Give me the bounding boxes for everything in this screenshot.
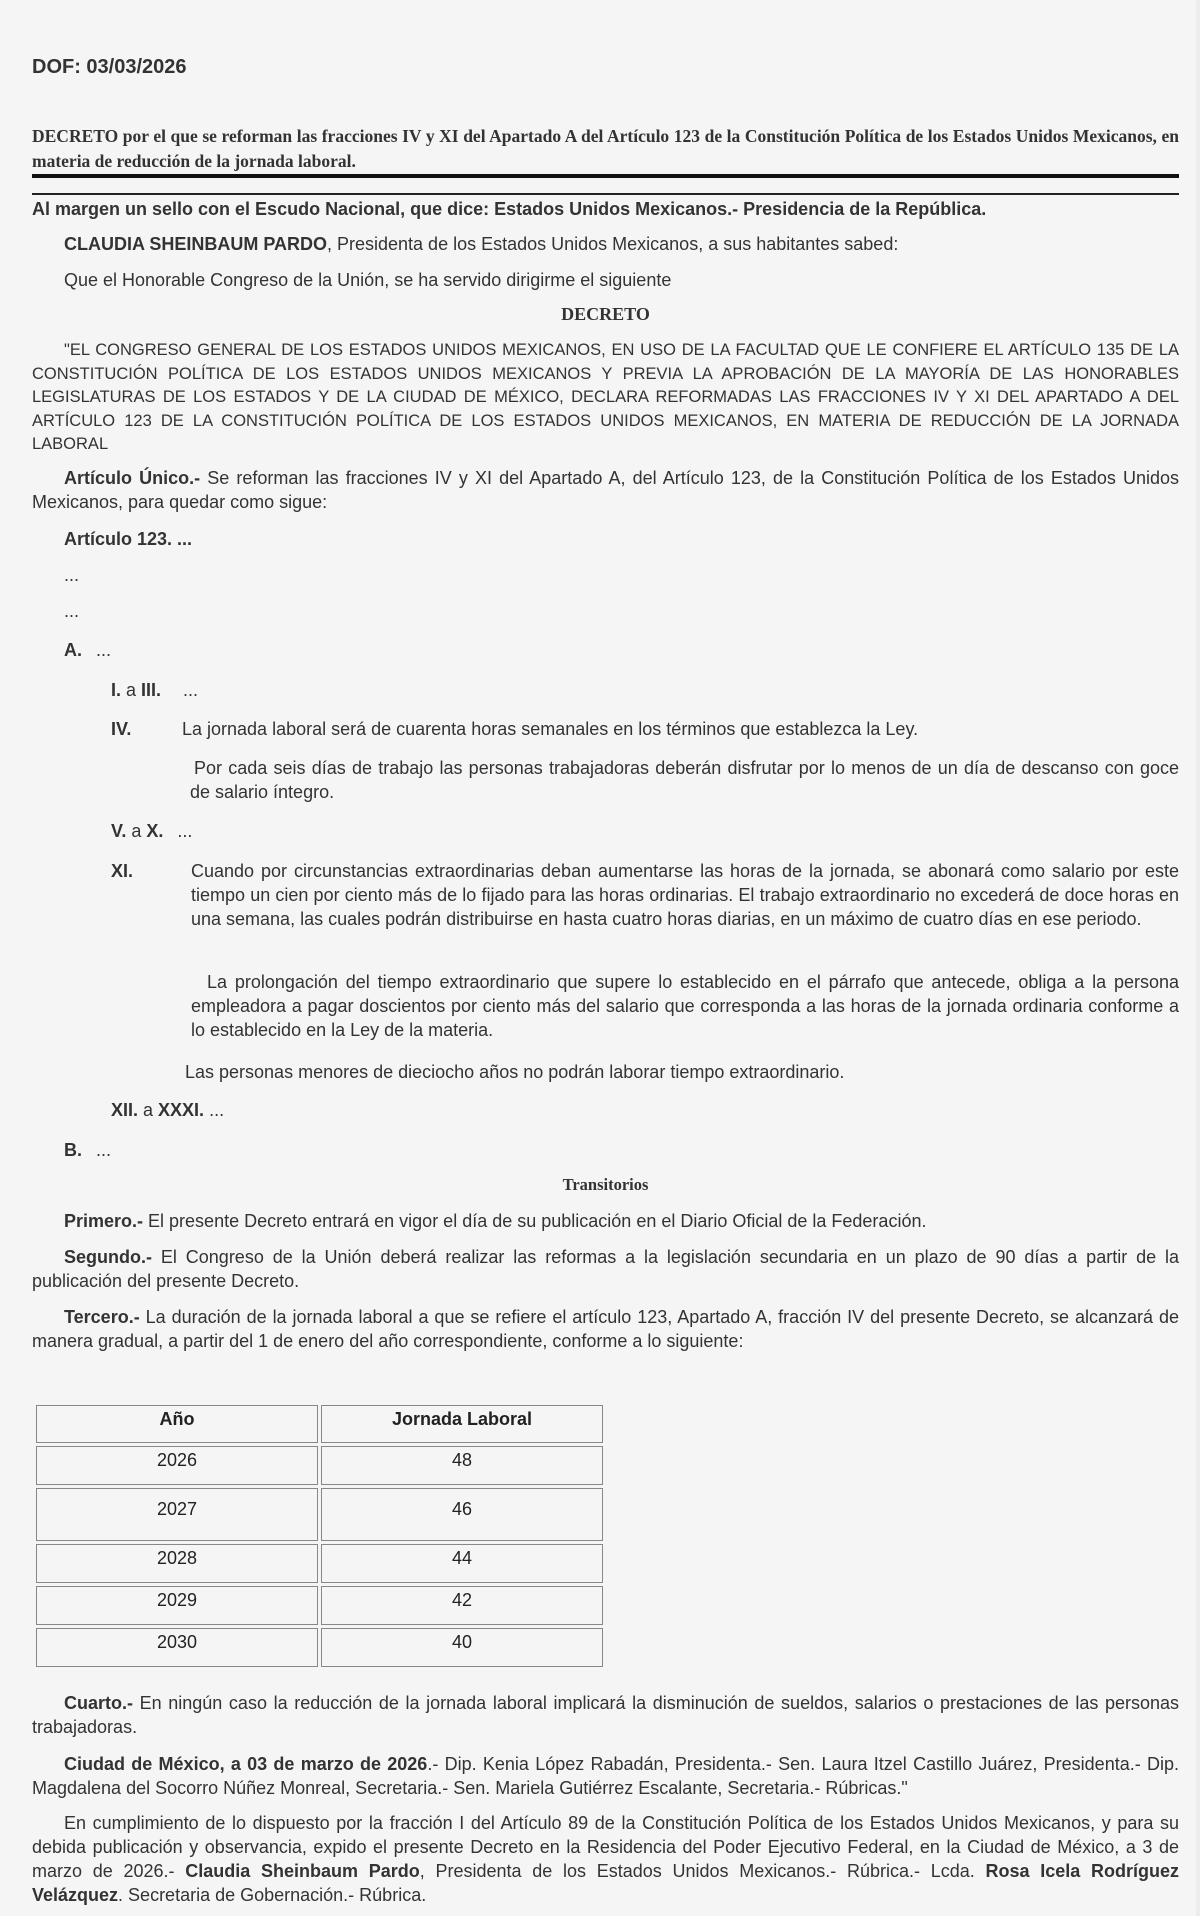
segundo-text: El Congreso de la Unión deberá realizar las reformas a la legislación secundaria en un plazo de 90 días a partir de la publicación del presente Decreto. <box>32 1247 1179 1291</box>
place-date-label: Ciudad de México, a 03 de marzo de 2026 <box>64 1754 428 1774</box>
president-text: , Presidenta de los Estados Unidos Mexicanos, a sus habitantes sabed: <box>327 234 899 254</box>
cell-hours: 46 <box>321 1488 603 1541</box>
apartado-a <box>64 638 111 662</box>
apartado-a-label: A. <box>64 640 82 660</box>
fraccion-xi-label: XI. <box>111 861 134 881</box>
table-row <box>36 1488 603 1541</box>
cell-hours: 44 <box>321 1544 603 1583</box>
cell-year: 2026 <box>36 1446 318 1485</box>
fraccion-iv-paragraph-2: Por cada seis días de trabajo las personas trabajadoras deberán disfrutar por lo menos de un día de descanso con goce de salario íntegro. <box>190 758 1179 802</box>
column-header-year: Año <box>36 1405 318 1443</box>
fraccion-x-label: X. <box>146 821 164 841</box>
table-row <box>36 1446 603 1485</box>
fraccion-xii-xxxi <box>111 1098 224 1122</box>
ellipsis-2: ... <box>64 601 80 621</box>
transitorio-primero <box>32 1209 1179 1233</box>
signatories-text: .- Dip. Kenia López Rabadán, Presidenta.- Sen. Laura Itzel Castillo Juárez, Presidenta.- Dip. Magdalena del Socorro Núñez Monreal, Secretaria.- Sen. Mariela Gutiérrez Escalante, Secretaria.- Rúbricas." <box>32 1754 1179 1798</box>
apartado-b-text: ... <box>96 1140 112 1160</box>
fraccion-xi-text: Cuando por circunstancias extraordinarias deban aumentarse las horas de la jornada, se abonará como salario por este tiempo un cien por ciento más de lo fijado para las horas ordinarias. El trabajo extraordinario no excederá de doce horas en una semana, las cuales podrán distribuirse en hasta cuatro horas diarias, en un máximo de cuatro días en ese periodo. <box>191 861 1179 929</box>
promulgation-text: En cumplimiento de lo dispuesto por la fracción I del Artículo 89 de la Constitución Política de los Estados Unidos Mexicanos, y para su debida publicación y observancia, expido el presente Decreto en la Residencia del Poder Ejecutivo Federal, en la Ciudad de México, a 3 de marzo de 2026.- <box>32 1813 1179 1881</box>
decreto-heading: DECRETO <box>561 304 650 324</box>
fraccion-xii-xxxi-text: ... <box>204 1100 225 1120</box>
table-header-row <box>36 1405 603 1443</box>
congress-line: Que el Honorable Congreso de la Unión, se ha servido dirigirme el siguiente <box>64 270 672 290</box>
secretary-signature-name: Rosa Icela Rodríguez Velázquez <box>32 1861 1180 1905</box>
tercero-label: Tercero.- <box>64 1307 140 1327</box>
decree-title: DECRETO por el que se reforman las fracciones IV y XI del Apartado A del Artículo 123 de la Constitución Política de los Estados Unidos Mexicanos, en materia de reducción de la jornada laboral. <box>32 126 1179 171</box>
table-row <box>36 1586 603 1625</box>
cell-hours: 42 <box>321 1586 603 1625</box>
fraccion-iii-label: III. <box>141 680 162 700</box>
congress-declaration: "EL CONGRESO GENERAL DE LOS ESTADOS UNIDOS MEXICANOS, EN USO DE LA FACULTAD QUE LE CONFIERE EL ARTÍCULO 135 DE LA CONSTITUCIÓN POLÍTICA DE LOS ESTADOS UNIDOS MEXICANOS Y PREVIA LA APROBACIÓN DE LA MAYORÍA DE LAS HONORABLES LEGISLATURAS DE LOS ESTADOS Y DE LA CIUDAD DE MÉXICO, DECLARA REFORMADAS LAS FRACCIONES IV Y XI DEL APARTADO A DEL ARTÍCULO 123 DE LA CONSTITUCIÓN POLÍTICA DE LOS ESTADOS UNIDOS MEXICANOS, EN MATERIA DE REDUCCIÓN DE LA JORNADA LABORAL <box>32 341 1179 453</box>
primero-text: El presente Decreto entrará en vigor el día de su publicación en el Diario Oficial de la Federación. <box>143 1211 927 1231</box>
fraccion-connector: a <box>138 1100 159 1120</box>
president-signature-name: Claudia Sheinbaum Pardo <box>185 1861 420 1881</box>
cell-year: 2029 <box>36 1586 318 1625</box>
fraccion-i-iii-text: ... <box>183 680 199 700</box>
fraccion-i-iii <box>111 678 198 702</box>
dof-date: DOF: 03/03/2026 <box>32 56 187 78</box>
cell-hours: 40 <box>321 1628 603 1667</box>
articulo-123-heading: Artículo 123. ... <box>64 529 193 549</box>
title-divider-thick <box>32 174 1179 178</box>
cell-year: 2028 <box>36 1544 318 1583</box>
fraccion-i-label: I. <box>111 680 122 700</box>
president-line <box>32 232 1179 256</box>
transitorio-cuarto <box>32 1691 1179 1739</box>
transitorio-tercero <box>32 1305 1179 1353</box>
fraccion-xi-paragraph-2: La prolongación del tiempo extraordinario que supere lo establecido en el párrafo que antecede, obliga a la persona empleadora a pagar doscientos por ciento más del salario que corresponda a las horas de la jornada ordinaria conforme a lo establecido en la Ley de la materia. <box>191 972 1179 1040</box>
apartado-b <box>64 1138 111 1162</box>
fraccion-xi-paragraph-3: Las personas menores de dieciocho años no podrán laborar tiempo extraordinario. <box>185 1062 845 1082</box>
articulo-unico <box>32 466 1179 514</box>
president-name: CLAUDIA SHEINBAUM PARDO <box>64 234 327 254</box>
cuarto-label: Cuarto.- <box>64 1693 133 1713</box>
fraccion-v-x-text: ... <box>177 821 193 841</box>
promulgation-text: . Secretaria de Gobernación.- Rúbrica. <box>118 1885 427 1905</box>
ellipsis-1: ... <box>64 565 80 585</box>
fraccion-xxxi-label: XXXI. <box>158 1100 205 1120</box>
apartado-b-label: B. <box>64 1140 82 1160</box>
apartado-a-text: ... <box>96 640 112 660</box>
cuarto-text: En ningún caso la reducción de la jornada laboral implicará la disminución de sueldos, salarios o prestaciones de las personas trabajadoras. <box>32 1693 1179 1737</box>
fraccion-iv-label: IV. <box>111 719 132 739</box>
fraccion-xii-label: XII. <box>111 1100 139 1120</box>
fraccion-connector: a <box>121 680 142 700</box>
jornada-schedule-table <box>33 1402 606 1670</box>
primero-label: Primero.- <box>64 1211 144 1231</box>
segundo-label: Segundo.- <box>64 1247 152 1267</box>
cell-hours: 48 <box>321 1446 603 1485</box>
signatures-block <box>32 1752 1179 1800</box>
promulgation-block <box>32 1811 1179 1907</box>
column-header-jornada: Jornada Laboral <box>321 1405 603 1443</box>
table-row <box>36 1544 603 1583</box>
tercero-text: La duración de la jornada laboral a que se refiere el artículo 123, Apartado A, fracción IV del presente Decreto, se alcanzará de manera gradual, a partir del 1 de enero del año correspondiente, conforme a lo siguiente: <box>32 1307 1179 1351</box>
fraccion-v-label: V. <box>111 821 127 841</box>
cell-year: 2030 <box>36 1628 318 1667</box>
title-divider-thin <box>32 193 1179 195</box>
articulo-unico-text: Se reforman las fracciones IV y XI del Apartado A, del Artículo 123, de la Constitución Política de los Estados Unidos Mexicanos, para quedar como sigue: <box>32 468 1180 512</box>
articulo-unico-label: Artículo Único.- <box>64 468 201 488</box>
fraccion-connector: a <box>126 821 147 841</box>
transitorios-heading: Transitorios <box>562 1175 649 1194</box>
transitorio-segundo <box>32 1245 1179 1293</box>
fraccion-v-x <box>111 819 192 843</box>
fraccion-iv-text: La jornada laboral será de cuarenta horas semanales en los términos que establezca la Ley. <box>182 719 919 739</box>
promulgation-text: , Presidenta de los Estados Unidos Mexicanos.- Rúbrica.- Lcda. <box>419 1861 986 1881</box>
seal-statement: Al margen un sello con el Escudo Nacional, que dice: Estados Unidos Mexicanos.- Presidencia de la República. <box>32 199 987 219</box>
table-row <box>36 1628 603 1667</box>
cell-year: 2027 <box>36 1488 318 1541</box>
